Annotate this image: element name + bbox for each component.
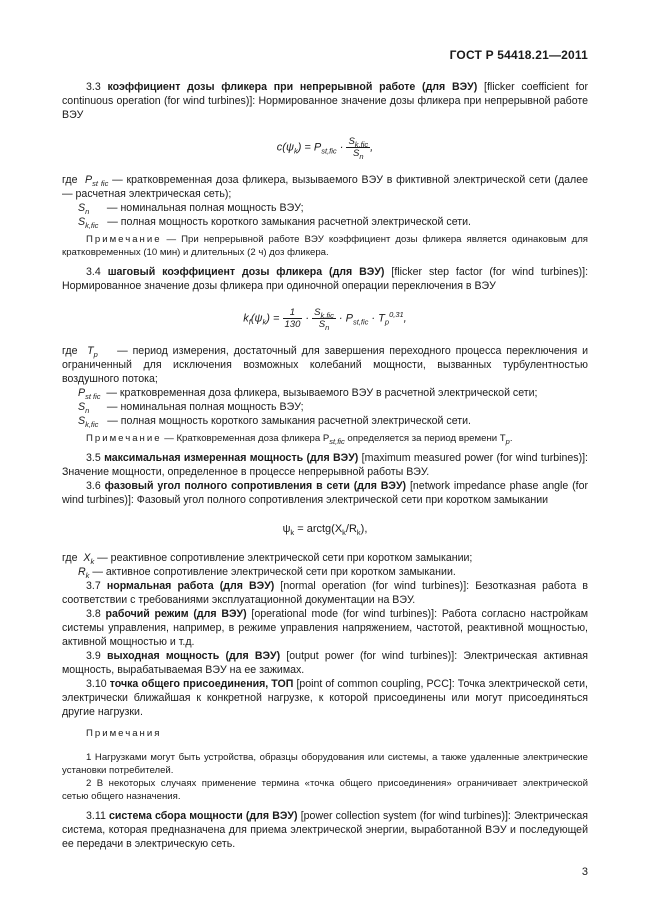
definition-row: где $X_k$ — реактивное сопротивление электрической сети при коротком замыкании; <box>62 552 473 567</box>
definition-row: где $P_{st fic}$ — кратковременная доза фликера, вызываемого ВЭУ в фиктивной электрической сети (далее — расчетная электрическая сеть); <box>62 174 588 200</box>
definition-row: где $T_p$ — период измерения, достаточный для завершения переходного процесса переключения и ограниченный для исключения возможных колебаний мощности, вызванных турбулентностью воздушного потока; <box>62 345 588 385</box>
note-item: 1 Нагрузками могут быть устройства, образцы оборудования или системы, а также удаленные электрические установки потребителей. <box>62 751 588 776</box>
term: точка общего присоединения, ТОП <box>109 678 294 690</box>
term: система сбора мощности (для ВЭУ) <box>109 809 298 822</box>
definition-row: $P_{st fic}$ — кратковременная доза фликера, вызываемого ВЭУ в расчетной электрической сети; <box>78 387 538 402</box>
term: нормальная работа (для ВЭУ) <box>106 580 275 592</box>
term: рабочий режим (для ВЭУ) <box>105 608 247 620</box>
clause-3-11: 3.11 система сбора мощности (для ВЭУ) [power collection system (for wind turbines)]: Электрическая система, которая предназначена для приема электрической энергии, выработанной ВЭУ и последующей ее передачи в электрическую сеть. <box>62 809 588 850</box>
term: максимальная измеренная мощность (для ВЭУ) <box>104 452 359 464</box>
clause-3-6: 3.6 фазовый угол полного сопротивления в сети (для ВЭУ) [network impedance phase angle (for wind turbines)]: Фазовый угол полного сопротивления электрической сети при коротком замыкании <box>62 480 589 506</box>
definition-row: $S_{k,fic}$ — полная мощность короткого замыкания расчетной электрической сети. <box>78 415 471 430</box>
notes-label: Примечания <box>86 728 162 739</box>
term: шаговый коэффициент дозы фликера (для ВЭУ) <box>107 266 385 278</box>
clause-3-5: 3.5 максимальная измеренная мощность (для ВЭУ) [maximum measured power (for wind turbines)]: Значение мощности, определенное в процессе непрерывной работы ВЭУ. <box>62 452 588 478</box>
clause-3-4: 3.4 шаговый коэффициент дозы фликера (для ВЭУ) [flicker step factor (for wind turbines)]: Нормированное значение дозы фликера при одиночной операции переключения в ВЭУ <box>62 266 589 292</box>
formula-3-3: $c(\psi_k) = P_{st,fic}$ · $\frac{S_{k,fic}}{S_n}$ , <box>276 136 374 161</box>
formula-3-4: $k_f(\psi_k)$ = $\frac{1}{130}$ · $\frac{S_{k,fic}}{S_n}$ · $P_{st,fic} \cdot T_p^{0,31}$, <box>243 307 407 332</box>
definition-row: $S_n$ — номинальная полная мощность ВЭУ; <box>78 401 304 416</box>
term: фазовый угол полного сопротивления в сети (для ВЭУ) <box>104 480 407 492</box>
page-content <box>62 80 588 851</box>
note-item: 2 В некоторых случаях применение термина «точка общего присоединения» ограничивает электрической сетью общего назначения. <box>62 777 588 802</box>
page-number: 3 <box>581 866 588 878</box>
clause-3-3: 3.3 коэффициент дозы фликера при непрерывной работе (для ВЭУ) [flicker coefficient for continuous operation (for wind turbines)]: Нормированное значение дозы фликера при непрерывной работе ВЭУ <box>62 81 588 121</box>
standard-header: ГОСТ Р 54418.21—2011 <box>449 48 588 62</box>
clause-3-9: 3.9 выходная мощность (для ВЭУ) [output power (for wind turbines)]: Электрическая активная мощность, вырабатываемая ВЭУ на ее зажимах. <box>62 650 589 676</box>
clause-3-10: 3.10 точка общего присоединения, ТОП [point of common coupling, PCC]: Точка электрической сети, электрически ближайшая к конкретной нагрузке, к которой присоединены или могут присоединяться другие нагрузки. <box>62 678 588 718</box>
clause-3-7: 3.7 нормальная работа (для ВЭУ) [normal operation (for wind turbines)]: Безотказная работа в соответствии с требованиями эксплуатационной документации на ВЭУ. <box>62 580 588 606</box>
term: коэффициент дозы фликера при непрерывной работе (для ВЭУ) <box>107 81 478 93</box>
definition-row: $S_{k,fic}$ — полная мощность короткого замыкания расчетной электрической сети. <box>78 216 471 231</box>
definition-row: $R_k$ — активное сопротивление электрической сети при коротком замыкании. <box>78 566 456 581</box>
formula-3-6: $\psi_k$ = $arctg(X_k/R_k)$, <box>282 523 368 538</box>
clause-3-8: 3.8 рабочий режим (для ВЭУ) [operational mode (for wind turbines)]: Работа согласно настройкам системы управления, например, в режиме управления напряжением, частотой, реактивной мощностью, активной мощностью и т.д. <box>62 608 588 648</box>
note: Примечание — При непрерывной работе ВЭУ коэффициент дозы фликера является одинаковым для кратковременных (10 мин) и длительных (2 ч) доз фликера. <box>62 234 589 258</box>
term: выходная мощность (для ВЭУ) <box>106 650 281 662</box>
note: Примечание — Кратковременная доза фликера $P_{st,fic}$ определяется за период времени $T_p$. <box>86 433 513 446</box>
definition-row: $S_n$ — номинальная полная мощность ВЭУ; <box>78 202 304 217</box>
